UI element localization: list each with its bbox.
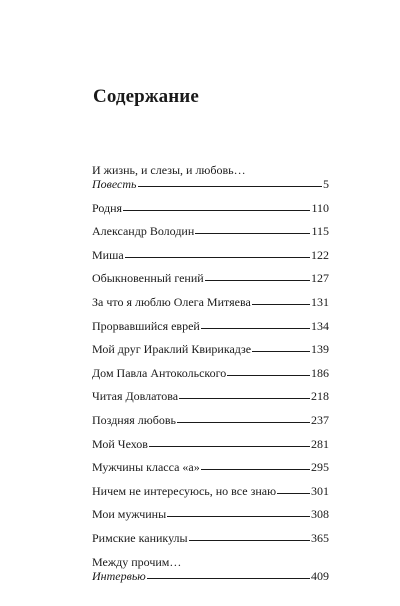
toc-entry <box>92 507 329 521</box>
toc-leader-line <box>277 493 310 494</box>
toc-entry-line <box>92 460 329 474</box>
toc-leader-line <box>227 375 310 376</box>
toc-page-number: 5 <box>323 177 329 191</box>
toc-entry <box>92 555 329 583</box>
toc-leader-line <box>177 422 310 423</box>
toc-page-number: 218 <box>311 389 329 404</box>
toc-entry-line <box>92 413 329 427</box>
toc-entry-line <box>92 295 329 309</box>
toc-page-number: 110 <box>311 200 329 215</box>
toc-entry-title: Между прочим… <box>92 554 182 569</box>
toc-entry-title: За что я люблю Олега Митяева <box>92 294 251 309</box>
toc-entry-line <box>92 507 329 521</box>
toc-entry-title: Миша <box>92 247 124 262</box>
toc-leader-line <box>149 446 310 447</box>
toc-entry <box>92 437 329 451</box>
toc-page-number: 131 <box>311 294 329 309</box>
toc-entry <box>92 460 329 474</box>
toc-entry-line <box>92 437 329 451</box>
toc-entry-title: Читая Довлатова <box>92 389 179 404</box>
toc-page-number: 122 <box>311 247 329 262</box>
toc-entry-line <box>92 201 329 215</box>
toc-leader-line <box>205 280 310 281</box>
toc-entry <box>92 389 329 403</box>
toc-entry-line <box>92 342 329 356</box>
toc-entry <box>92 224 329 238</box>
toc-entry-title: Прорвавшийся еврей <box>92 318 200 333</box>
toc-page-number: 237 <box>311 412 329 427</box>
toc-entry-title: Мои мужчины <box>92 507 167 522</box>
toc-entry <box>92 484 329 498</box>
toc-entry-title: И жизнь, и слезы, и любовь… <box>92 163 246 177</box>
toc-leader-line <box>138 186 323 187</box>
toc-page-number: 409 <box>311 568 329 583</box>
toc-entry <box>92 319 329 333</box>
toc-entry <box>92 342 329 356</box>
toc-leader-line <box>179 398 310 399</box>
toc-entry-title: Мужчины класса «а» <box>92 460 200 475</box>
toc-page-number: 134 <box>311 318 329 333</box>
toc-page-number: 115 <box>311 224 329 239</box>
toc-page-number: 308 <box>311 507 329 522</box>
toc-entry-title: Дом Павла Антокольского <box>92 365 227 380</box>
toc-entry <box>92 366 329 380</box>
toc-entry-line <box>92 569 329 583</box>
toc-entry-subtitle: Повесть <box>92 177 137 191</box>
toc-leader-line <box>252 351 310 352</box>
toc-entry-line <box>92 531 329 545</box>
toc-page-number: 127 <box>311 271 329 286</box>
toc-entry-line <box>92 484 329 498</box>
toc-entry-subtitle: Интервью <box>92 568 146 583</box>
toc-entry-title: Римские каникулы <box>92 530 188 545</box>
toc-leader-line <box>252 304 310 305</box>
toc-leader-line <box>201 328 310 329</box>
toc-entry-line <box>92 319 329 333</box>
toc-page-number: 301 <box>311 483 329 498</box>
toc-leader-line <box>123 210 310 211</box>
toc-page-number: 365 <box>311 530 329 545</box>
toc-entry <box>92 271 329 285</box>
toc-page-number: 295 <box>311 460 329 475</box>
toc-entry-line <box>92 271 329 285</box>
toc-entry-line <box>92 177 329 191</box>
toc-entry <box>92 531 329 545</box>
toc-entry-line <box>92 555 329 569</box>
toc-page-number: 186 <box>311 365 329 380</box>
toc-page-number: 281 <box>311 436 329 451</box>
toc-leader-line <box>195 233 310 234</box>
table-of-contents <box>92 163 329 583</box>
toc-leader-line <box>125 257 310 258</box>
toc-leader-line <box>189 540 310 541</box>
toc-entry <box>92 201 329 215</box>
toc-entry-title: Поздняя любовь <box>92 412 176 427</box>
toc-entry-line <box>92 366 329 380</box>
toc-page-number: 139 <box>311 342 329 357</box>
toc-leader-line <box>201 469 310 470</box>
toc-entry-line <box>92 248 329 262</box>
toc-entry-title: Родня <box>92 200 123 215</box>
toc-entry <box>92 163 329 191</box>
toc-entry-title: Мой друг Ираклий Квирикадзе <box>92 342 252 357</box>
toc-entry-title: Ничем не интересуюсь, но все знаю <box>92 483 277 498</box>
toc-entry <box>92 413 329 427</box>
toc-entry-line <box>92 389 329 403</box>
toc-entry <box>92 248 329 262</box>
toc-entry-line <box>92 224 329 238</box>
toc-leader-line <box>147 578 310 579</box>
toc-entry <box>92 295 329 309</box>
toc-entry-title: Обыкновенный гений <box>92 271 204 286</box>
toc-entry-line <box>92 163 329 177</box>
page-title: Содержание <box>93 86 199 107</box>
toc-entry-title: Александр Володин <box>92 224 195 239</box>
toc-entry-title: Мой Чехов <box>92 436 148 451</box>
toc-leader-line <box>167 516 310 517</box>
